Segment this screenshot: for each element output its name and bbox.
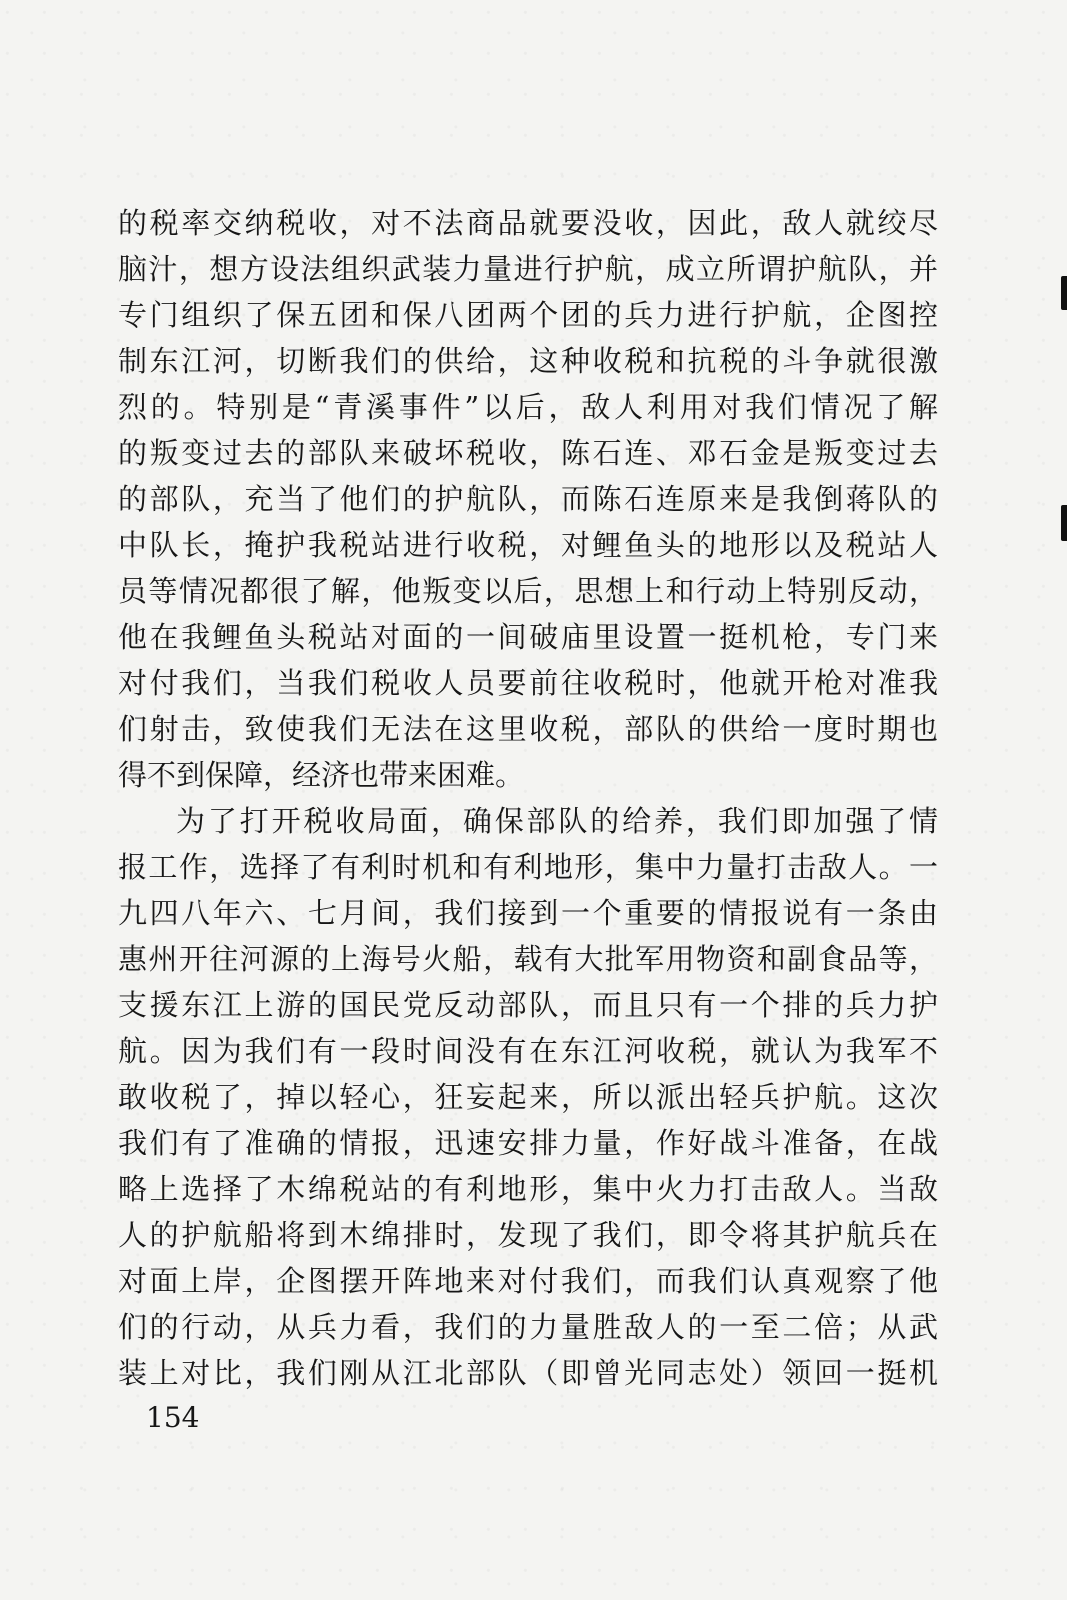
text-line: 员等情况都很了解，他叛变以后，思想上和行动上特别反动， (118, 574, 938, 608)
text-line: 们射击，致使我们无法在这里收税，部队的供给一度时期也 (118, 712, 938, 746)
text-line: 专门组织了保五团和保八团两个团的兵力进行护航，企图控 (118, 298, 938, 332)
text-line: 对付我们，当我们税收人员要前往收税时，他就开枪对准我 (118, 666, 938, 700)
text-line: 敢收税了，掉以轻心，狂妄起来，所以派出轻兵护航。这次 (118, 1080, 938, 1114)
text-line: 们的行动，从兵力看，我们的力量胜敌人的一至二倍；从武 (118, 1310, 938, 1344)
paragraph-2 (118, 798, 938, 1396)
text-line: 为了打开税收局面，确保部队的给养，我们即加强了情 (176, 804, 938, 838)
text-line: 支援东江上游的国民党反动部队，而且只有一个排的兵力护 (118, 988, 938, 1022)
text-line: 我们有了准确的情报，迅速安排力量，作好战斗准备，在战 (118, 1126, 938, 1160)
text-line: 人的护航船将到木绵排时，发现了我们，即令将其护航兵在 (118, 1218, 938, 1252)
text-line: 略上选择了木绵税站的有利地形，集中火力打击敌人。当敌 (118, 1172, 938, 1206)
scan-edge-mark (1061, 505, 1067, 541)
text-line: 对面上岸，企图摆开阵地来对付我们，而我们认真观察了他 (118, 1264, 938, 1298)
text-line: 报工作，选择了有利时机和有利地形，集中力量打击敌人。一 (118, 850, 938, 884)
paragraph-1 (118, 200, 938, 798)
text-line: 装上对比，我们刚从江北部队（即曾光同志处）领回一挺机 (118, 1356, 938, 1390)
text-line: 惠州开往河源的上海号火船，载有大批军用物资和副食品等， (118, 942, 938, 976)
text-line: 的部队，充当了他们的护航队，而陈石连原来是我倒蒋队的 (118, 482, 938, 516)
text-line: 的叛变过去的部队来破坏税收，陈石连、邓石金是叛变过去 (118, 436, 938, 470)
text-line: 得不到保障，经济也带来困难。 (118, 758, 525, 792)
text-line: 的税率交纳税收，对不法商品就要没收，因此，敌人就绞尽 (118, 206, 938, 240)
text-line: 航。因为我们有一段时间没有在东江河收税，就认为我军不 (118, 1034, 938, 1068)
text-line: 中队长，掩护我税站进行收税，对鲤鱼头的地形以及税站人 (118, 528, 938, 562)
scan-edge-mark (1061, 276, 1067, 310)
text-line: 脑汁，想方设法组织武装力量进行护航，成立所谓护航队，并 (118, 252, 938, 286)
text-line: 九四八年六、七月间，我们接到一个重要的情报说有一条由 (118, 896, 938, 930)
text-line: 烈的。特别是“青溪事件”以后，敌人利用对我们情况了解 (118, 390, 938, 424)
body-text (118, 200, 938, 1396)
page-number: 154 (146, 1401, 200, 1434)
text-line: 制东江河，切断我们的供给，这种收税和抗税的斗争就很激 (118, 344, 938, 378)
text-line: 他在我鲤鱼头税站对面的一间破庙里设置一挺机枪，专门来 (118, 620, 938, 654)
